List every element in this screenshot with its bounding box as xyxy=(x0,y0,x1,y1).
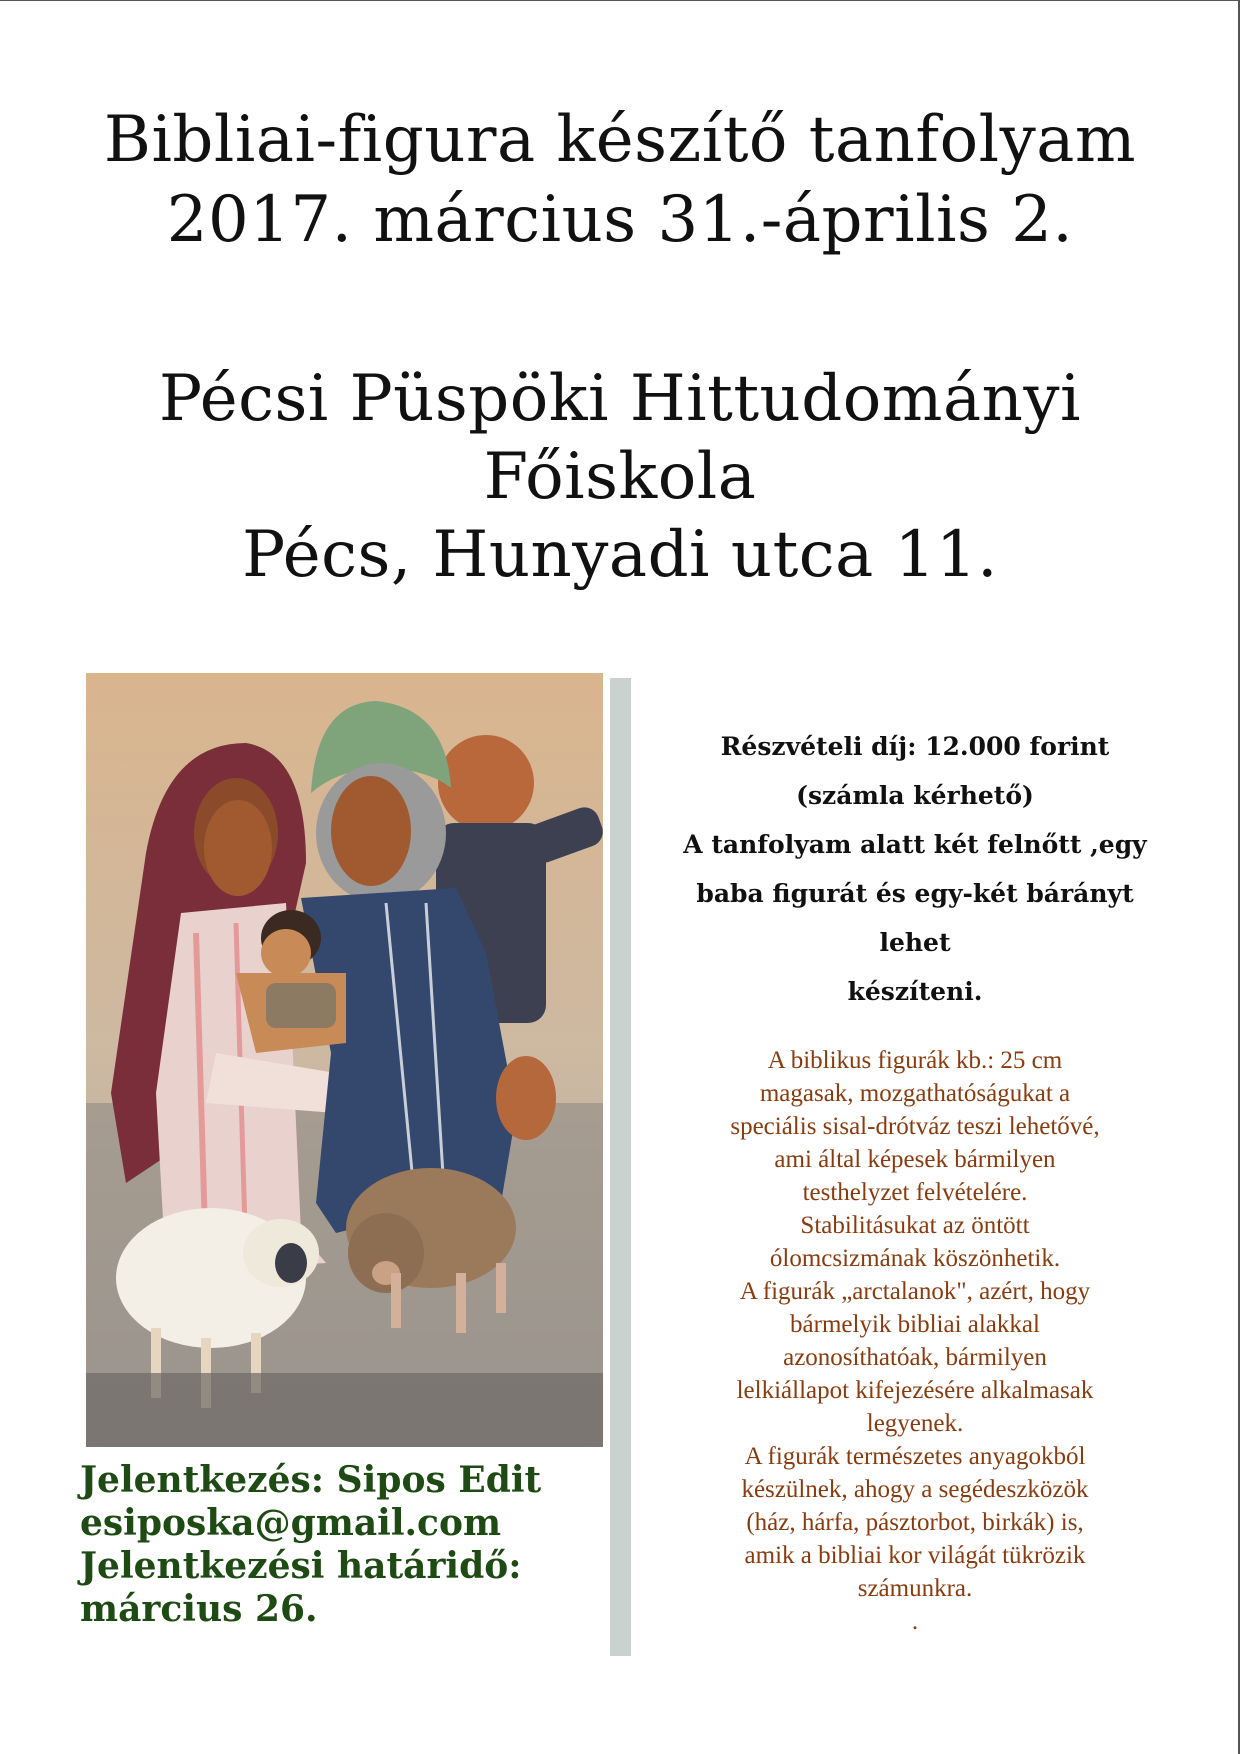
description-line: magasak, mozgathatóságukat a xyxy=(759,1080,1071,1107)
description-line: legyenek. xyxy=(866,1410,964,1437)
contact-email-link[interactable]: esiposka@gmail.com xyxy=(80,1502,502,1544)
description-line: . xyxy=(911,1608,919,1635)
deadline-date: március 26. xyxy=(80,1588,318,1630)
venue-institution-line2: Főiskola xyxy=(483,440,757,514)
title-line-course: Bibliai-figura készítő tanfolyam xyxy=(103,103,1137,177)
fee-line: Részvételi díj: 12.000 forint xyxy=(720,732,1110,761)
description-line: A biblikus figurák kb.: 25 cm xyxy=(767,1047,1063,1074)
venue-block xyxy=(0,360,1240,594)
event-title xyxy=(0,100,1240,260)
fee-info xyxy=(645,722,1185,1016)
fee-line: (számla kérhető) xyxy=(796,781,1034,810)
description-line: azonosíthatóak, bármilyen xyxy=(783,1344,1047,1371)
contact-name: Jelentkezés: Sipos Edit xyxy=(80,1459,542,1501)
description-line: lelkiállapot kifejezésére alkalmasak xyxy=(736,1377,1094,1404)
fee-line: baba figurát és egy-két bárányt xyxy=(696,879,1134,908)
description-line: A figurák „arctalanok", azért, hogy xyxy=(739,1278,1091,1305)
vertical-divider xyxy=(610,678,631,1656)
description-line: amik a bibliai kor világát tükrözik xyxy=(744,1542,1086,1569)
description-line: Stabilitásukat az öntött xyxy=(800,1212,1030,1239)
fee-line: lehet xyxy=(879,928,951,957)
description-line: bármelyik bibliai alakkal xyxy=(790,1311,1040,1338)
description-line: ami által képesek bármilyen xyxy=(774,1146,1056,1173)
page-border-top xyxy=(0,0,1240,1)
description-line: számunkra. xyxy=(857,1575,973,1602)
figure-description xyxy=(645,1044,1185,1638)
venue-address: Pécs, Hunyadi utca 11. xyxy=(242,518,998,592)
fee-line: A tanfolyam alatt két felnőtt ,egy xyxy=(683,830,1147,859)
description-line: ólomcsizmának köszönhetik. xyxy=(769,1245,1061,1272)
nativity-figures-photo xyxy=(86,673,603,1447)
title-line-dates: 2017. március 31.-április 2. xyxy=(166,183,1074,257)
fee-line: készíteni. xyxy=(847,977,983,1006)
description-line: készülnek, ahogy a segédeszközök xyxy=(741,1476,1089,1503)
description-line: A figurák természetes anyagokból xyxy=(744,1443,1086,1470)
deadline-label: Jelentkezési határidő: xyxy=(80,1545,522,1587)
description-line: speciális sisal-drótváz teszi lehetővé, xyxy=(730,1113,1100,1140)
venue-institution-line1: Pécsi Püspöki Hittudományi xyxy=(159,362,1081,436)
description-line: (ház, hárfa, pásztorbot, birkák) is, xyxy=(746,1509,1084,1536)
registration-contact xyxy=(80,1459,600,1631)
description-line: testhelyzet felvételére. xyxy=(802,1179,1028,1206)
